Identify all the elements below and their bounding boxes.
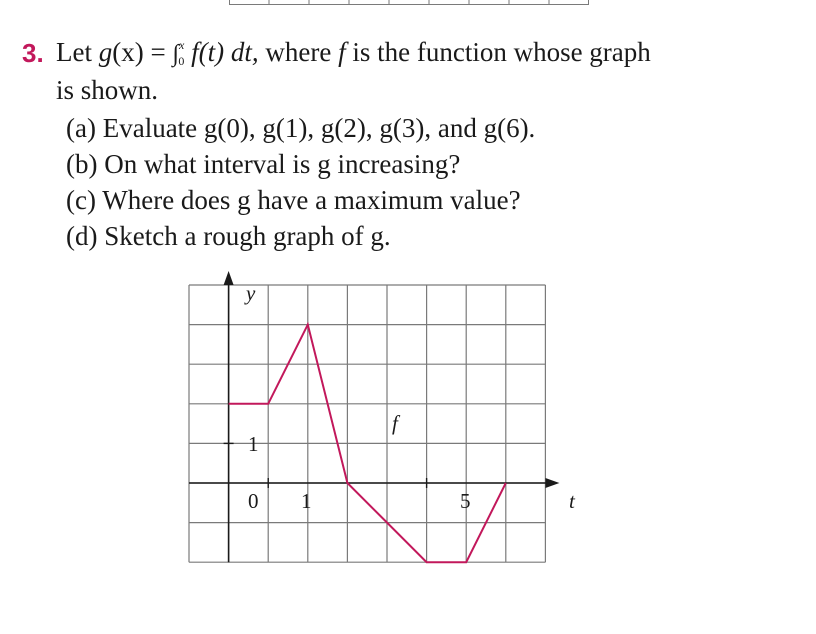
x-tick-label-5: 5 (460, 489, 471, 513)
part-b-text: On what interval is g increasing? (104, 149, 461, 179)
series-label-f: f (392, 411, 398, 435)
t-axis-arrow (545, 478, 559, 488)
part-b-label: (b) (66, 149, 105, 179)
part-c-label: (c) (66, 185, 103, 215)
integral-sign: ∫ (172, 41, 180, 67)
integral-lower-limit: 0 (178, 54, 185, 68)
part-d-text: Sketch a rough graph of g. (104, 221, 391, 251)
problem-statement-line-2: is shown. (56, 75, 159, 105)
part-a-label: (a) (66, 113, 103, 143)
statement-g: g (98, 37, 113, 67)
statement-let: Let (56, 37, 99, 67)
statement-f: f (338, 37, 346, 67)
problem-number: 3. (22, 38, 44, 68)
y-axis-arrow (224, 271, 234, 285)
y-axis-label: y (246, 281, 256, 305)
labels (244, 281, 576, 513)
t-axis-label: t (569, 489, 575, 513)
statement-x-arg: (x) = (112, 37, 173, 67)
part-c-text: Where does g have a maximum value? (102, 185, 521, 215)
integral-upper-limit: x (179, 38, 185, 52)
axes (189, 271, 559, 562)
statement-integrand: f(t) dt, (184, 37, 259, 67)
part-a-text: Evaluate g(0), g(1), g(2), g(3), and g(6). (102, 113, 536, 143)
y-tick-label-1: 1 (248, 432, 259, 456)
origin-tick-label: 0 (248, 489, 259, 513)
grid (189, 285, 545, 562)
statement-where: where (258, 37, 339, 67)
part-d-label: (d) (66, 221, 105, 251)
statement-rest: is the function whose graph (345, 37, 651, 67)
x-tick-label-1: 1 (301, 489, 312, 513)
